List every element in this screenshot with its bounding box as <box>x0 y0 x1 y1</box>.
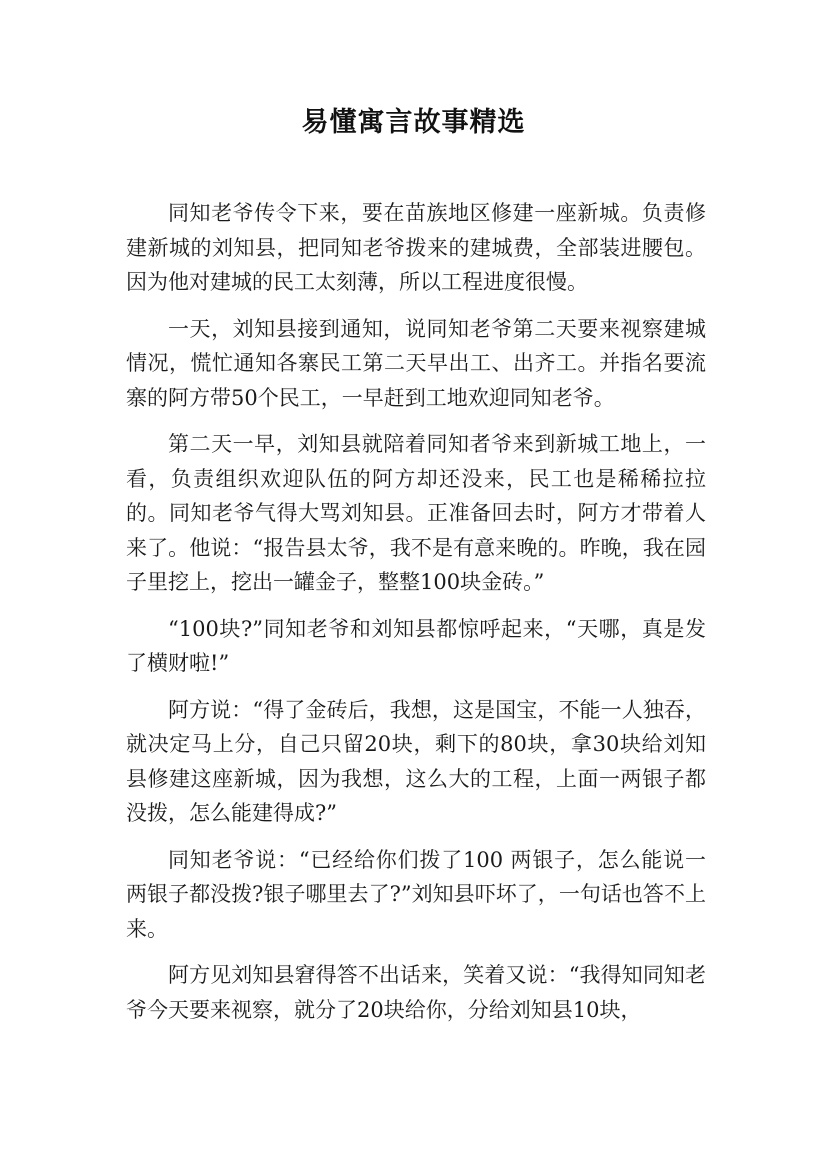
paragraph: “100块?”同知老爷和刘知县都惊呼起来，“天哪，真是发了横财啦!” <box>126 616 707 675</box>
document-title: 易懂寓言故事精选 <box>301 107 526 138</box>
paragraph: 阿方说：“得了金砖后，我想，这是国宝，不能一人独吞，就决定马上分，自己只留20块，剩下的80块，拿30块给刘知县修建这座新城，因为我想，这么大的工程，上面一两银子都没拨，怎么能建得成?” <box>126 697 706 825</box>
paragraph: 第二天一早，刘知县就陪着同知者爷来到新城工地上，一看，负责组织欢迎队伍的阿方却还没来，民工也是稀稀拉拉的。同知老爷气得大骂刘知县。正准备回去时，阿方才带着人来了。他说：“报告县太爷，我不是有意来晚的。昨晚，我在园子里挖上，挖出一罐金子，整整100块金砖。” <box>126 432 706 594</box>
document-body <box>126 196 706 1039</box>
paragraph: 同知老爷说：“已经给你们拨了100 两银子，怎么能说一两银子都没拨?银子哪里去了?”刘知县吓坏了，一句话也答不上来。 <box>126 847 706 941</box>
paragraph: 一天，刘知县接到通知，说同知老爷第二天要来视察建城情况，慌忙通知各寨民工第二天早出工、出齐工。并指名要流寨的阿方带50个民工，一早赶到工地欢迎同知老爷。 <box>126 316 706 410</box>
paragraph: 阿方见刘知县窘得答不出话来，笑着又说：“我得知同知老爷今天要来视察，就分了20块给你，分给刘知县10块， <box>126 963 706 1022</box>
paragraph: 同知老爷传令下来，要在苗族地区修建一座新城。负责修建新城的刘知县，把同知老爷拨来的建城费，全部装进腰包。因为他对建城的民工太刻薄，所以工程进度很慢。 <box>126 201 706 294</box>
